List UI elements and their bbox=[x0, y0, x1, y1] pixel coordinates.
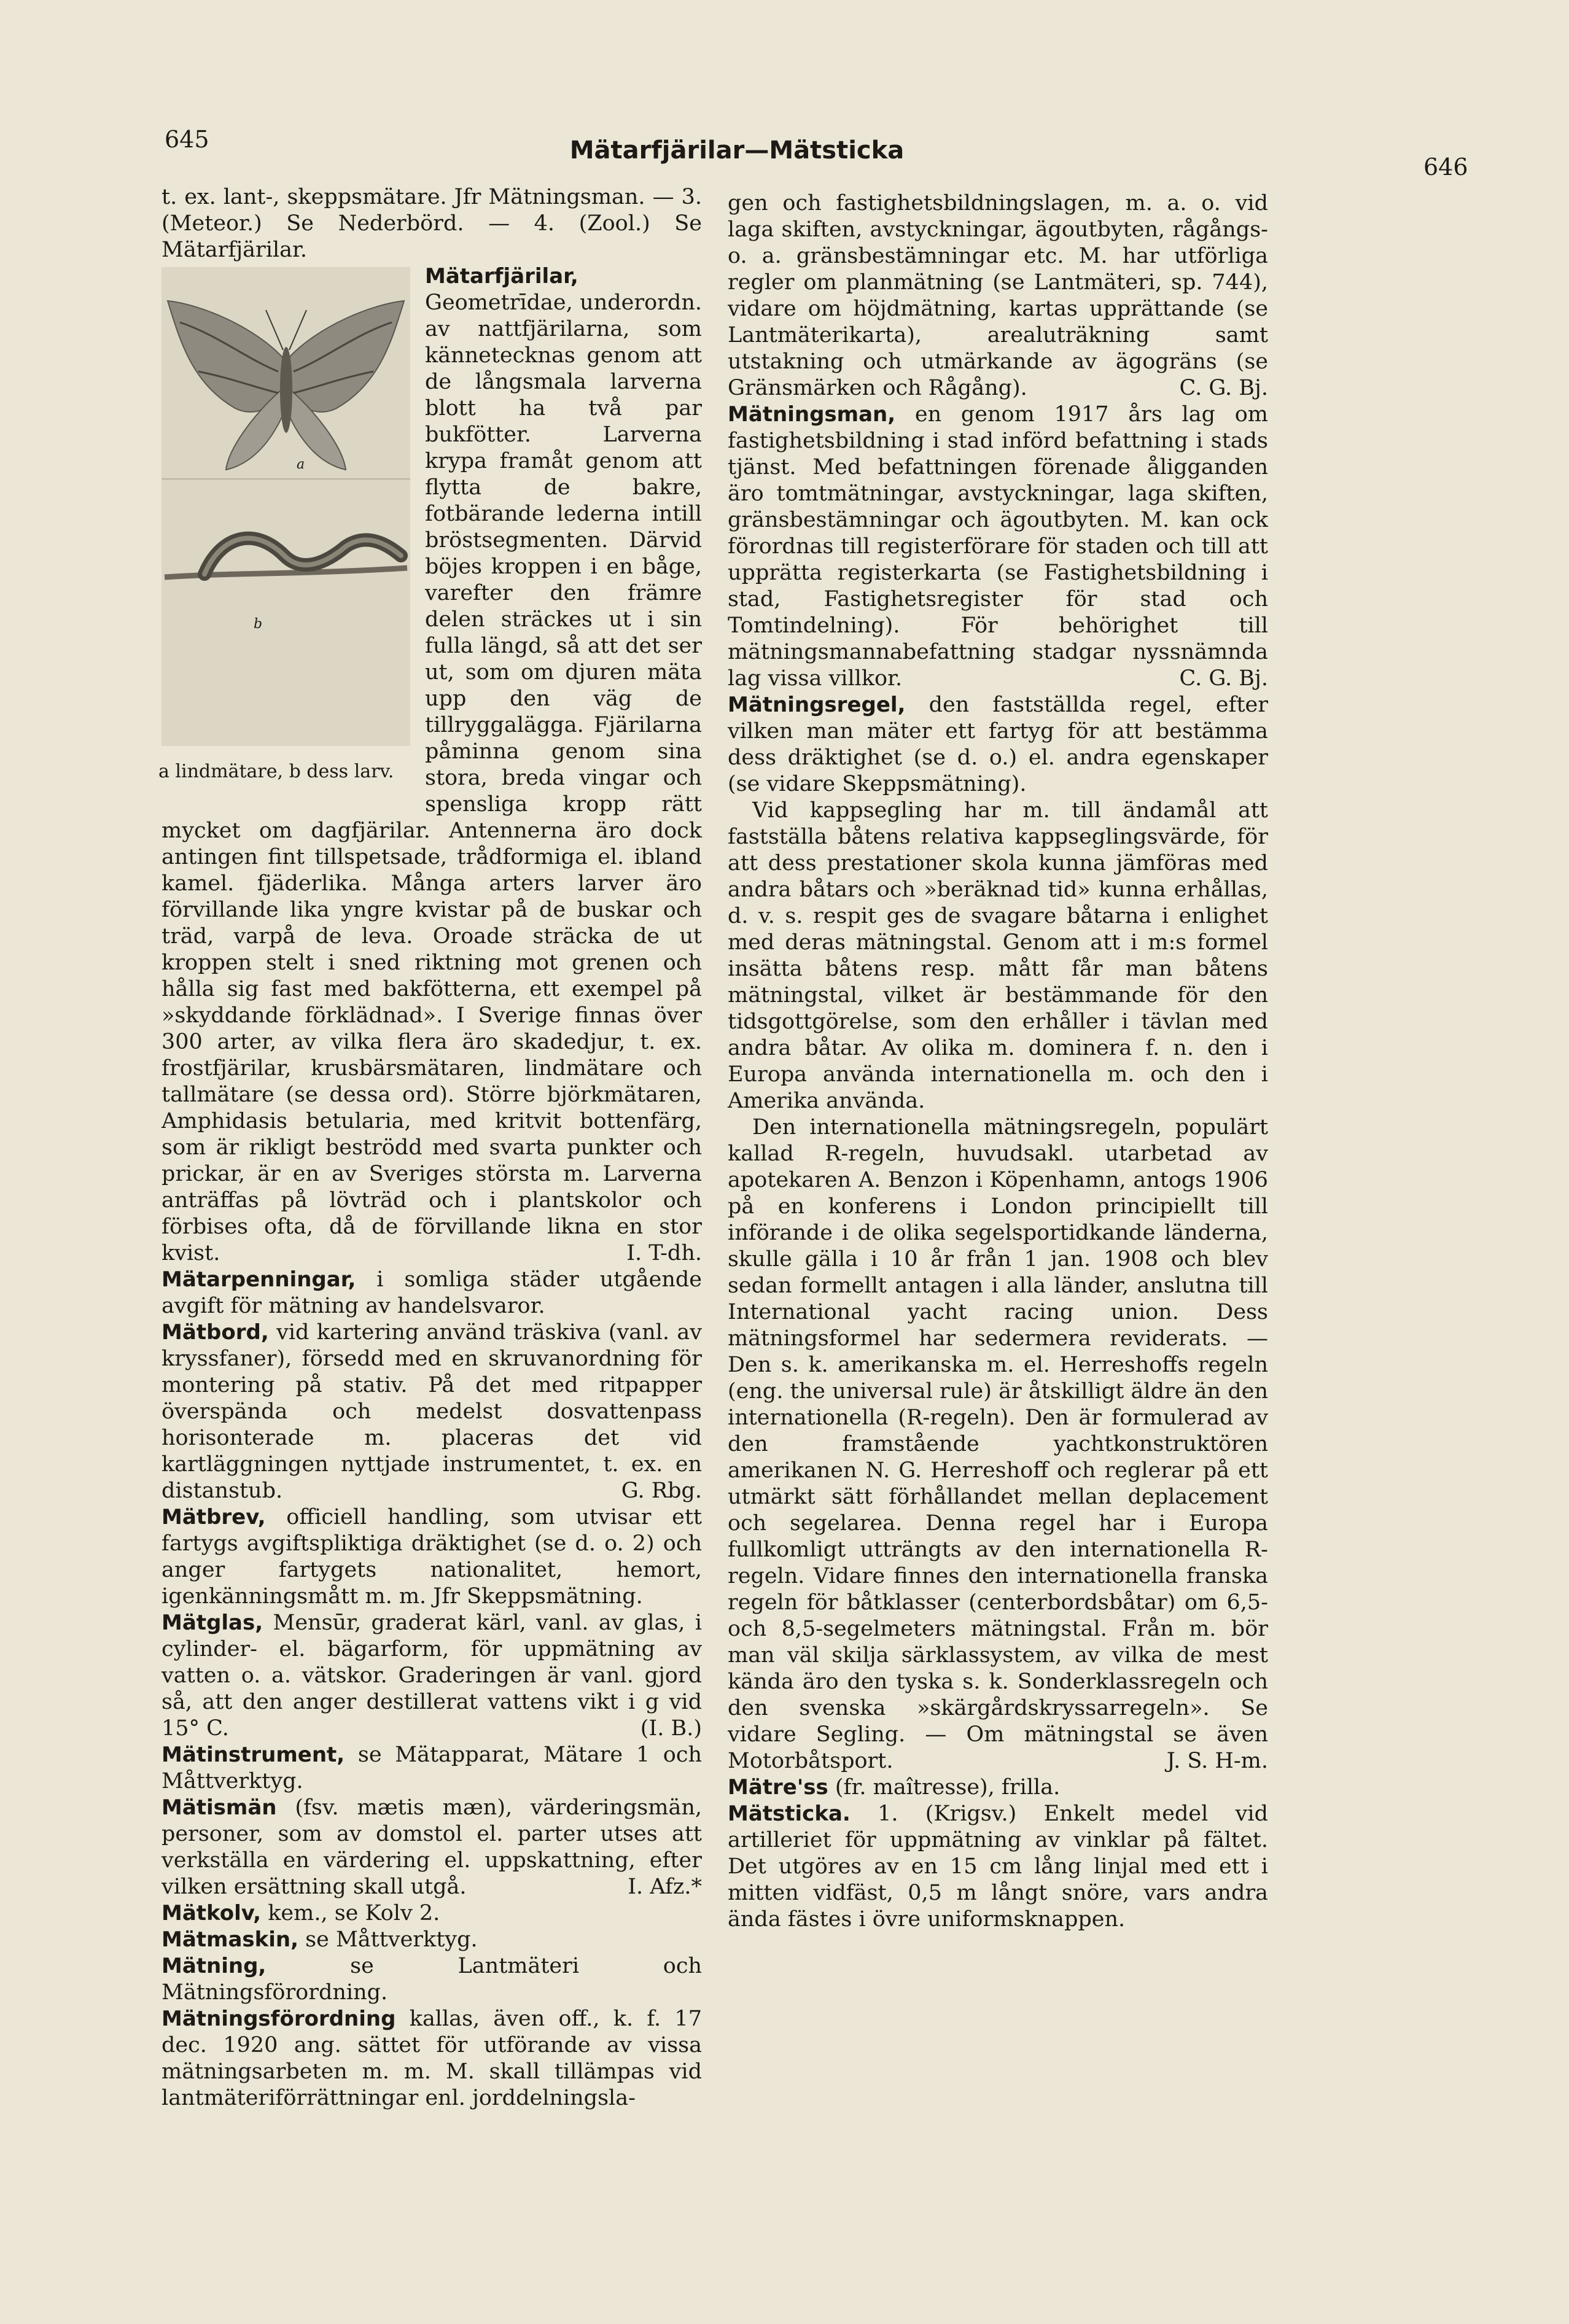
headword: Mätbord, bbox=[162, 1320, 269, 1345]
headword: Mätinstrument, bbox=[162, 1743, 345, 1767]
entry-matbord bbox=[162, 1319, 702, 1504]
entry-text: den fastställda regel, efter vilken man mäter ett fartyg för att bestämma dess dräktighet (se d. o.) el. andra egenskaper (se vidare Skeppsmätning). bbox=[728, 693, 1268, 796]
entry-matningsman bbox=[728, 402, 1268, 692]
figure-label-b: b bbox=[254, 616, 263, 632]
entry-text: (fr. maîtresse), frilla. bbox=[835, 1775, 1061, 1800]
headword: Mätarpenningar, bbox=[162, 1267, 356, 1292]
running-title: Mätarfjärilar—Mätsticka bbox=[569, 136, 905, 165]
paragraph-internationella bbox=[728, 1114, 1268, 1774]
entry-text: vid kartering använd träskiva (vanl. av kryssfaner), försedd med en skruvanordning för montering på stativ. På det med ritpapper överspända och medelst dosvattenpass horisonterade m. placeras det vid kartläggningen nyttjade instrumentet, t. ex. en distanstub. bbox=[162, 1320, 702, 1503]
headword: Mätningsförordning bbox=[162, 2007, 396, 2031]
author-signature: (I. B.) bbox=[640, 1716, 702, 1741]
headword: Mätmaskin, bbox=[162, 1927, 299, 1952]
paragraph-kappsegling: Vid kappsegling har m. till ändamål att fastställa båtens relativa kappseglingsvärde, för att dess prestationer skola kunna jämföras med andra båtars och »beräknad tid» kunna erhållas, d. v. s. respit ges de svagare båtarna i enlighet med deras mätningstal. Genom att i m:s formel insätta båtens resp. mått får man båtens mätningstal, vilket är bestämmande för den tidsgottgörelse, som den erhåller i tävlan med andra båtar. Av olika m. dominera f. n. den i Europa använda internationella m. och den i Amerika använda. bbox=[728, 798, 1268, 1113]
left-column bbox=[158, 184, 702, 2112]
larva-illustration bbox=[165, 538, 407, 577]
headword: Mätsticka. bbox=[728, 1801, 851, 1826]
entry-matglas bbox=[162, 1610, 702, 1742]
figure-caption: a lindmätare, b dess larv. bbox=[158, 761, 394, 782]
page-number-right: 646 bbox=[1423, 154, 1468, 181]
headword: Mätkolv, bbox=[162, 1901, 262, 1926]
entry-text: 1. (Krigsv.) Enkelt medel vid artilleriet för uppmätning av vinklar på fältet. Det utgöres av en 15 cm lång linjal med ett i mitten vidfäst, 0,5 m långt snöre, vars andra ända fästes i övre uniformsknappen. bbox=[728, 1801, 1268, 1932]
entry-text: se Måttverktyg. bbox=[305, 1927, 478, 1952]
headword: Mätning, bbox=[162, 1954, 267, 1978]
headword: Mätbrev, bbox=[162, 1505, 266, 1529]
entry-matningsforordning bbox=[162, 2006, 702, 2112]
figure-image bbox=[162, 267, 410, 746]
author-signature: I. Afz.* bbox=[628, 1875, 702, 1899]
figure-lindmatare bbox=[158, 267, 410, 792]
right-column bbox=[728, 190, 1268, 1933]
entry-text: Den internationella mätningsregeln, populärt kallad R-regeln, huvudsakl. utarbetad av apotekaren A. Benzon i Köpenhamn, antogs 1906 på en konferens i London principiellt till införande i de olika segelsportidkande länderna, skulle gälla i 10 år från 1 jan. 1908 och blev sedan formellt antagen i alla länder, anslutna till International yacht racing union. Dess mätningsformel har sedermera reviderats. — Den s. k. amerikanska m. el. Herreshoffs regeln (eng. the universal rule) är åtskilligt äldre än den internationella (R-regeln). Den är formulerad av den framstående yachtkonstruktören amerikanen N. G. Herreshoff och reglerar på ett utmärkt sätt förhållandet mellan deplacement och segelarea. Denna regel har i Europa fullkomligt utträngts av den internationella R-regeln. Vidare finnes den internationella franska regeln för båtklasser (centerbordsbåtar) om 6,5- och 8,5-segelmeters mätningstal. Från m. bör man väl skilja särklassystem, av vilka de mest kända äro den tyska s. k. Sonderklassregeln och den svenska »skärgårdskryssarregeln». Se vidare Segling. — Om mätningstal se även Motorbåtsport. bbox=[728, 1115, 1268, 1773]
entry-matning bbox=[162, 1953, 702, 2006]
author-signature: J. S. H-m. bbox=[1166, 1749, 1268, 1773]
headword: Mätre'ss bbox=[728, 1775, 828, 1800]
entry-matningsregel bbox=[728, 692, 1268, 798]
author-signature: C. G. Bj. bbox=[1179, 666, 1268, 691]
author-signature: G. Rbg. bbox=[621, 1479, 702, 1503]
entry-text: (fsv. mætis mæn), värderingsmän, personer, som av domstol el. parter utses att verkställa en värdering el. uppskattning, efter vilken ersättning skall utgå. bbox=[162, 1795, 702, 1899]
entry-text: kem., se Kolv 2. bbox=[268, 1901, 440, 1926]
entry-continuation bbox=[728, 190, 1268, 402]
figure-label-a: a bbox=[297, 457, 305, 472]
entry-matmaskin bbox=[162, 1927, 702, 1953]
page-number-left: 645 bbox=[165, 126, 209, 153]
entry-text: officiell handling, som utvisar ett fartygs avgiftspliktiga dräktighet (se d. o. 2) och anger fartygets nationalitet, hemort, igenkänningsmått m. m. Jfr Skeppsmätning. bbox=[162, 1505, 702, 1609]
moth-illustration bbox=[168, 301, 404, 470]
headword: Mätningsman, bbox=[728, 402, 896, 427]
entry-text: gen och fastighetsbildningslagen, m. a. o. vid laga skiften, avstyckningar, ägoutbyten, rågångs- o. a. gränsbestämningar etc. M. har utförliga regler om planmätning (se Lantmäteri, sp. 744), vidare om höjdmätning, kartas upprättande (se Lantmäterikarta), arealuträkning samt utstakning och utmärkande av ägogräns (se Gränsmärken och Rågång). bbox=[728, 191, 1268, 400]
headword: Mätismän bbox=[162, 1795, 277, 1820]
entry-text: en genom 1917 års lag om fastighetsbildning i stad införd befattning i stads tjänst. Med befattningen förenade åligganden äro tomtmätningar, avstyckningar, laga skiften, gränsbestämningar och ägoutbyten. M. kan ock förordnas till registerförare för staden och till att upprätta registerkarta (se Fastighetsbildning i stad, Fastighetsregister för stad och Tomtindelning). För behörighet till mätningsmannabefattning stadgar nyssnämnda lag vissa villkor. bbox=[728, 402, 1268, 691]
headword: Mätglas, bbox=[162, 1611, 263, 1635]
entry-matisman bbox=[162, 1795, 702, 1900]
entry-text: i somliga städer utgående avgift för mätning av handelsvaror. bbox=[162, 1267, 702, 1318]
entry-matarpenningar bbox=[162, 1267, 702, 1319]
author-signature: I. T-dh. bbox=[626, 1241, 702, 1265]
entry-text: Mensūr, graderat kärl, vanl. av glas, i cylinder- el. bägarform, för uppmätning av vatten o. a. vätskor. Graderingen är vanl. gjord så, att den anger destillerat vattens vikt i g vid 15° C. bbox=[162, 1611, 702, 1741]
entry-matarfjarilar bbox=[158, 263, 702, 1267]
author-signature: C. G. Bj. bbox=[1179, 376, 1268, 400]
entry-text: se Mätapparat, Mätare 1 och Måttverktyg. bbox=[162, 1743, 702, 1794]
entry-matress bbox=[728, 1774, 1268, 1801]
entry-text: Geometrīdae, underordn. av nattfjärilarna, som kännetecknas genom att de långsmala larverna blott ha två par bukfötter. Larverna krypa framåt genom att flytta de bakre, fotbärande lederna intill bröstsegmenten. Därvid böjes kroppen i en båge, varefter den främre delen sträckes ut i sin fulla längd, så att det ser ut, som om djuren mäta upp den väg de tillryggalägga. Fjärilarna påminna genom sina stora, breda vingar och spensliga kropp rätt mycket om dagfjärilar. Antennerna äro dock antingen fint tillspetsade, trådformiga el. ibland kamel. fjäderlika. Många arters larver äro förvillande lika yngre kvistar på de buskar och träd, varpå de leva. Oroade sträcka de ut kroppen stelt i sned riktning mot grenen och hålla sig fast med bakfötterna, ett exempel på »skyddande förklädnad». I Sverige finnas över 300 arter, av vilka flera äro skadedjur, t. ex. frostfjärilar, krusbärsmätaren, lindmätare och tallmätare (se dessa ord). Större björkmätaren, Amphidasis betularia, med kritvit bottenfärg, som är rikligt beströdd med svarta punkter och prickar, är en av Sveriges största m. Larverna anträffas på lövträd och i plantskolor och förbises ofta, då de förvillande likna en stor kvist. bbox=[162, 290, 702, 1265]
headword: Mätningsregel, bbox=[728, 693, 906, 717]
entry-matinstrument bbox=[162, 1742, 702, 1795]
entry-continuation: t. ex. lant-, skeppsmätare. Jfr Mätningsman. — 3. (Meteor.) Se Nederbörd. — 4. (Zool.) Se Mätarfjärilar. bbox=[162, 185, 702, 262]
entry-matbrev bbox=[162, 1504, 702, 1610]
entry-matsticka bbox=[728, 1801, 1268, 1933]
entry-matkolv bbox=[162, 1900, 702, 1927]
entry-text: se Lantmäteri och Mätningsförordning. bbox=[162, 1954, 702, 2005]
entry-text: kallas, även off., k. f. 17 dec. 1920 ang. sättet för utförande av vissa mätningsarbeten m. m. M. skall tillämpas vid lantmäteriförrättningar enl. jorddelningsla- bbox=[162, 2007, 702, 2110]
headword: Mätarfjärilar, bbox=[425, 264, 578, 289]
